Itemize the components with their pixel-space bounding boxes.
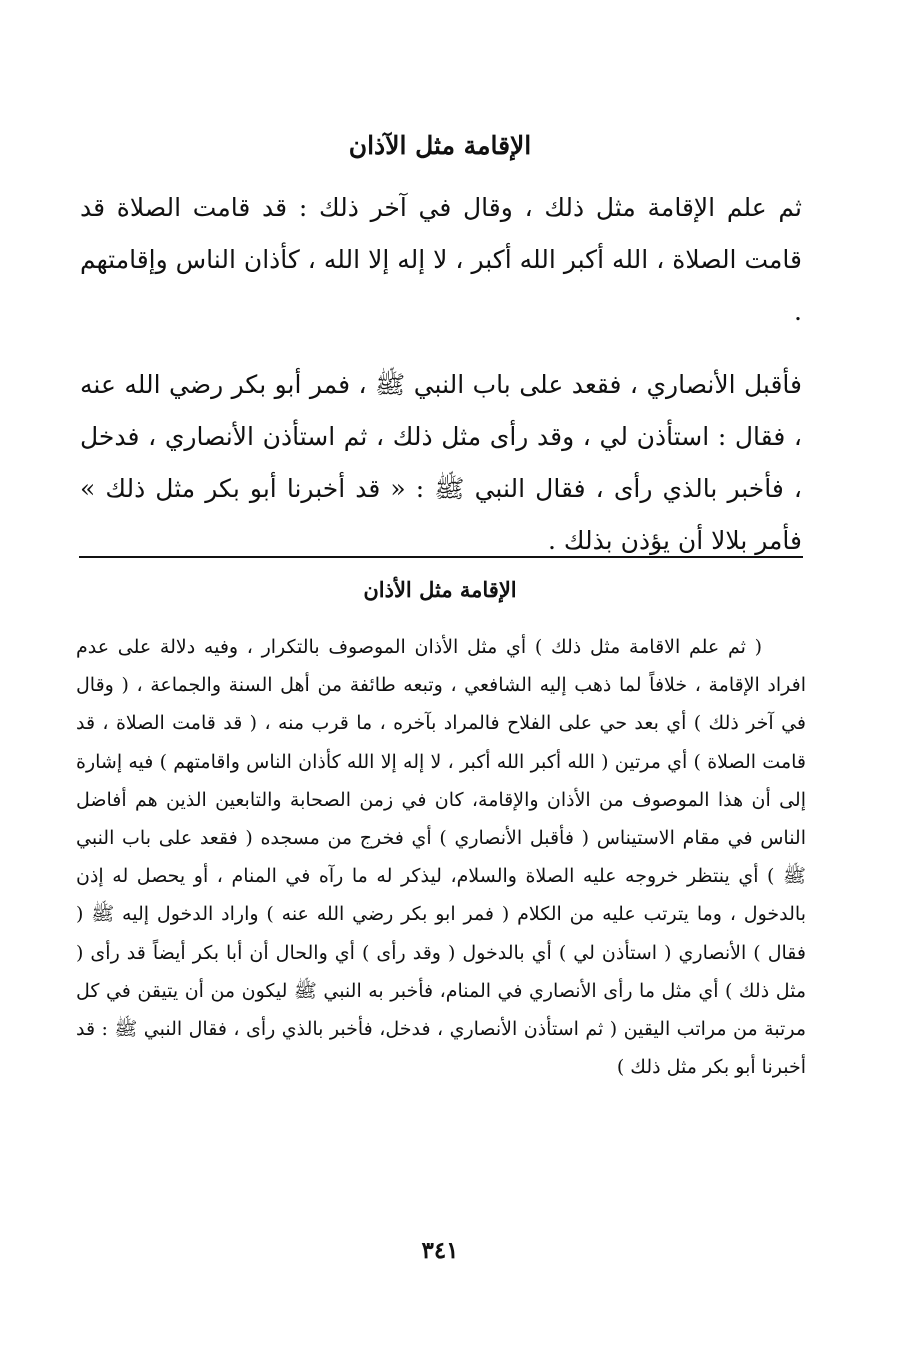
commentary-title: الإقامة مثل الأذان (363, 577, 517, 602)
hadith-text (80, 182, 802, 567)
page-number: ٣٤١ (421, 1237, 459, 1264)
hadith-paragraph-2: فأقبل الأنصاري ، فقعد على باب النبي ﷺ ، فمر أبو بكر رضي الله عنه ، فقال : استأذن لي ، وقد رأى مثل ذلك ، ثم استأذن الأنصاري ، فدخل ، فأخبر بالذي رأى ، فقال النبي ﷺ : « قد أخبرنا أبو بكر مثل ذلك » فأمر بلالا أن يؤذن بذلك . (80, 370, 802, 555)
commentary-text (76, 628, 806, 1086)
commentary-paragraph: ( ثم علم الاقامة مثل ذلك ) أي مثل الأذان الموصوف بالتكرار ، وفيه دلالة على عدم افراد الإقامة ، خلافاً لما ذهب إليه الشافعي ، وتبعه طائفة من أهل السنة والجماعة ، ( وقال في آخر ذلك ) أي بعد حي على الفلاح فالمراد بآخره ، ما قرب منه ، ( قد قامت الصلاة ، قد قامت الصلاة ) أي مرتين ( الله أكبر الله أكبر ، لا إله إلا الله كأذان الناس واقامتهم ) فيه إشارة إلى أن هذا الموصوف من الأذان والإقامة، كان في زمن الصحابة والتابعين الذين هم أفاضل الناس في مقام الاستيناس ( فأقبل الأنصاري ) أي فخرج من مسجده ( فقعد على باب النبي ﷺ ) أي ينتظر خروجه عليه الصلاة والسلام، ليذكر له ما رآه في المنام ، أو يحصل له إذن بالدخول ، وما يترتب عليه من الكلام ( فمر ابو بكر رضي الله عنه ) واراد الدخول إليه ﷺ ( فقال ) الأنصاري ( استأذن لي ) أي بالدخول ( وقد رأى ) أي والحال أن أبا بكر أيضاً قد رأى ( مثل ذلك ) أي مثل ما رأى الأنصاري في المنام، فأخبر به النبي ﷺ ليكون من أن يتيقن في كل مرتبة من مراتب اليقين ( ثم استأذن الأنصاري ، فدخل، فأخبر بالذي رأى ، فقال النبي ﷺ : قد أخبرنا أبو بكر مثل ذلك ) (76, 636, 806, 1079)
hadith-paragraph-1: ثم علم الإقامة مثل ذلك ، وقال في آخر ذلك : قد قامت الصلاة قد قامت الصلاة ، الله أكبر الله أكبر ، لا إله إلا الله ، كأذان الناس وإقامتهم . (80, 193, 802, 326)
section-divider (79, 556, 803, 558)
page-title: الإقامة مثل الآذان (348, 131, 532, 160)
